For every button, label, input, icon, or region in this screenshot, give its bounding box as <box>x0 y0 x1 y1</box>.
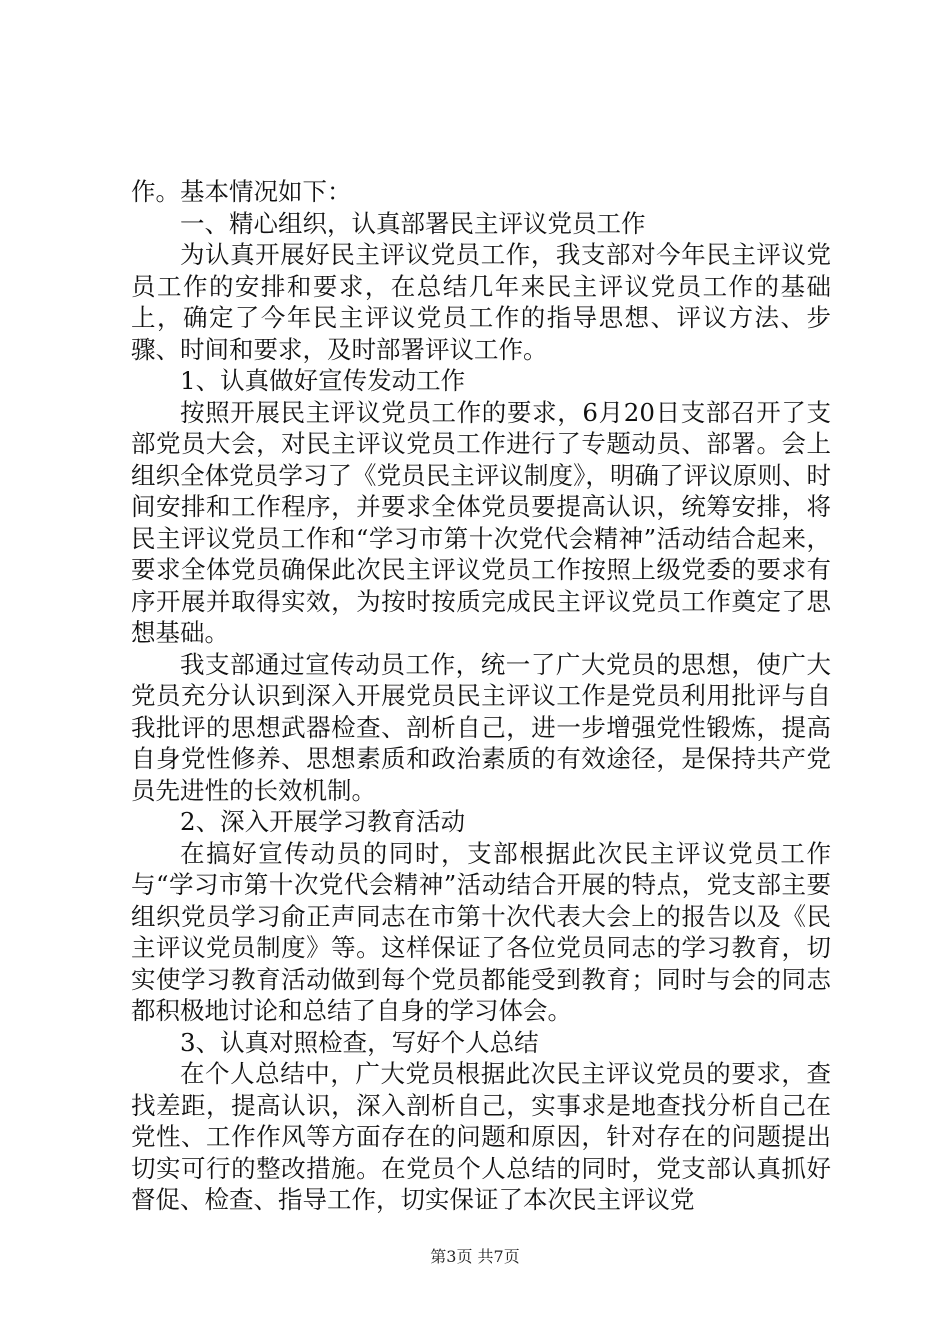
paragraph-4: 按照开展民主评议党员工作的要求，6月20日支部召开了支部党员大会，对民主评议党员工作进行了专题动员、部署。会上组织全体党员学习了《党员民主评议制度》，明确了评议原则、时间安排和工作程序，并要求全体党员要提高认识，统筹安排，将民主评议党员工作和“学习市第十次党代会精神”活动结合起来，要求全体党员确保此次民主评议党员工作按照上级党委的要求有序开展并取得实效，为按时按质完成民主评议党员工作奠定了思想基础。 <box>131 397 831 647</box>
heading-section-1: 一、精心组织，认真部署民主评议党员工作 <box>180 208 646 238</box>
page-number-footer: 第3页 共7页 <box>430 1247 520 1266</box>
heading-item-2: 2、深入开展学习教育活动 <box>180 807 466 836</box>
heading-item-3: 3、认真对照检查，写好个人总结 <box>180 1027 539 1057</box>
paragraph-5: 我支部通过宣传动员工作，统一了广大党员的思想，使广大党员充分认识到深入开展党员民主评议工作是党员利用批评与自我批评的思想武器检查、剖析自己，进一步增强党性锻炼，提高自身党性修养、思想素质和政治素质的有效途径，是保持共产党员先进性的长效机制。 <box>131 649 831 805</box>
paragraph-7: 在搞好宣传动员的同时，支部根据此次民主评议党员工作与“学习市第十次党代会精神”活动结合开展的特点，党支部主要组织党员学习俞正声同志在市第十次代表大会上的报告以及《民主评议党员制度》等。这样保证了各位党员同志的学习教育，切实使学习教育活动做到每个党员都能受到教育；同时与会的同志都积极地讨论和总结了自身的学习体会。 <box>131 838 831 1025</box>
heading-item-1: 1、认真做好宣传发动工作 <box>180 366 466 395</box>
paragraph-0: 作。基本情况如下： <box>131 177 352 206</box>
paragraph-2: 为认真开展好民主评议党员工作，我支部对今年民主评议党员工作的安排和要求，在总结几年来民主评议党员工作的基础上，确定了今年民主评议党员工作的指导思想、评议方法、步骤、时间和要求，及时部署评议工作。 <box>131 240 831 364</box>
document-body <box>131 176 831 1216</box>
paragraph-9: 在个人总结中，广大党员根据此次民主评议党员的要求，查找差距，提高认识，深入剖析自己，实事求是地查找分析自己在党性、工作作风等方面存在的问题和原因，针对存在的问题提出切实可行的整改措施。在党员个人总结的同时，党支部认真抓好督促、检查、指导工作，切实保证了本次民主评议党 <box>131 1059 831 1214</box>
